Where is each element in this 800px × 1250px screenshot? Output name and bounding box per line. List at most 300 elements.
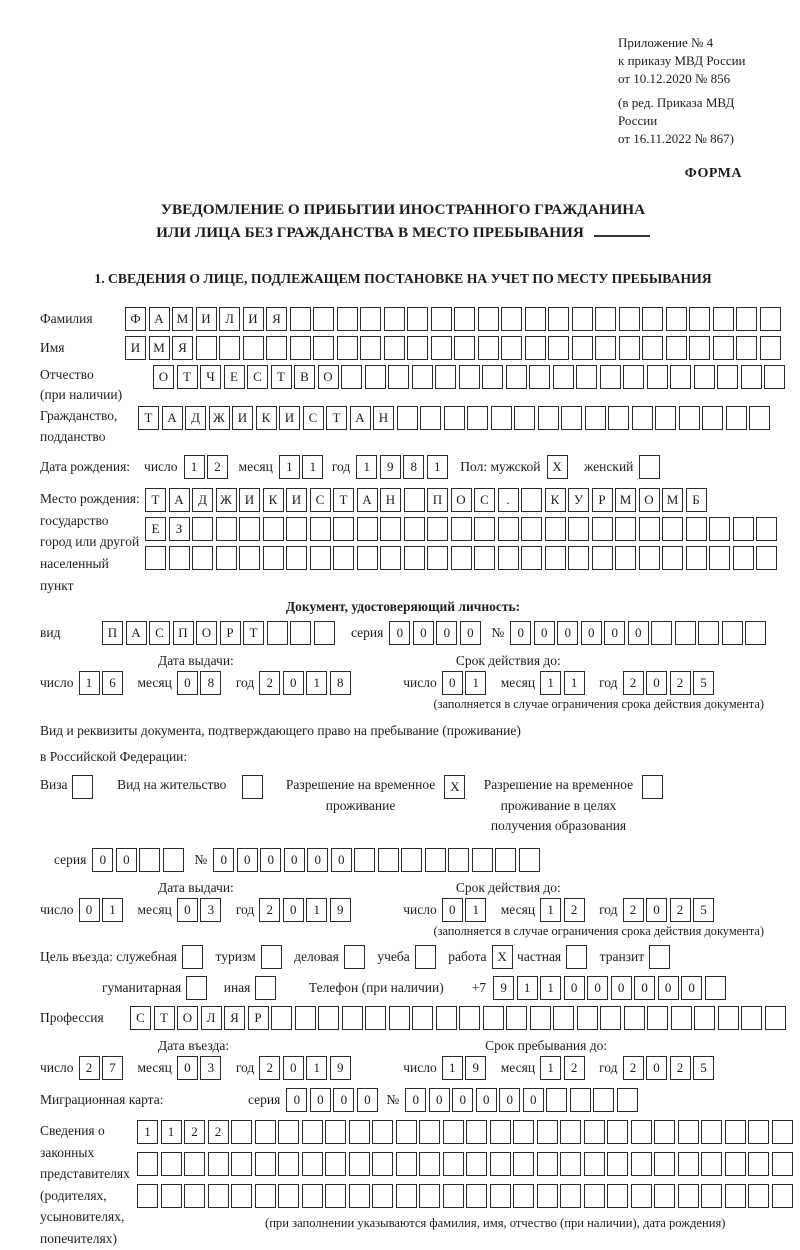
legal-rep-row1-input-8[interactable] bbox=[325, 1120, 346, 1144]
profession-input-4[interactable]: Я bbox=[224, 1006, 245, 1030]
mc-series-input[interactable] bbox=[286, 1088, 380, 1112]
entry-year-input-2[interactable]: 1 bbox=[306, 1056, 327, 1080]
citizenship-input-11[interactable] bbox=[397, 406, 418, 430]
surname-input-6[interactable]: Я bbox=[266, 307, 287, 331]
legal-rep-row3-input-14[interactable] bbox=[466, 1184, 487, 1208]
doc-kind-input-5[interactable]: Р bbox=[220, 621, 241, 645]
birth-place-row3-input-18[interactable] bbox=[568, 546, 589, 570]
phone-input-4[interactable]: 0 bbox=[587, 976, 608, 1000]
birth-place-row2-input-24[interactable] bbox=[709, 517, 730, 541]
name-input-20[interactable] bbox=[595, 336, 616, 360]
profession-input-16[interactable] bbox=[506, 1006, 527, 1030]
birth-month-input[interactable] bbox=[279, 455, 326, 479]
phone-input-1[interactable]: 1 bbox=[517, 976, 538, 1000]
mc-number-input-6[interactable] bbox=[546, 1088, 567, 1112]
legal-rep-row2-input-15[interactable] bbox=[490, 1152, 511, 1176]
res-issue-year-input-2[interactable]: 1 bbox=[306, 898, 327, 922]
entry-year-input[interactable] bbox=[259, 1056, 353, 1080]
res-number-input[interactable] bbox=[213, 848, 542, 872]
surname-input-1[interactable]: А bbox=[149, 307, 170, 331]
name-input-17[interactable] bbox=[525, 336, 546, 360]
birth-place-row3-input-9[interactable] bbox=[357, 546, 378, 570]
res-valid-day-input-0[interactable]: 0 bbox=[442, 898, 463, 922]
birth-place-row3-input-3[interactable] bbox=[216, 546, 237, 570]
name-input-10[interactable] bbox=[360, 336, 381, 360]
legal-rep-row3-input-9[interactable] bbox=[349, 1184, 370, 1208]
mc-number-input-0[interactable]: 0 bbox=[405, 1088, 426, 1112]
patronymic-input-23[interactable] bbox=[694, 365, 715, 389]
phone-input-8[interactable]: 0 bbox=[681, 976, 702, 1000]
res-number-input-8[interactable] bbox=[401, 848, 422, 872]
patronymic-input-14[interactable] bbox=[482, 365, 503, 389]
phone-input-5[interactable]: 0 bbox=[611, 976, 632, 1000]
legal-rep-row1-input-1[interactable]: 1 bbox=[161, 1120, 182, 1144]
citizenship-input-18[interactable] bbox=[561, 406, 582, 430]
res-issue-year-input-3[interactable]: 9 bbox=[330, 898, 351, 922]
legal-rep-row3-input-11[interactable] bbox=[396, 1184, 417, 1208]
birth-place-row1-input-1[interactable]: А bbox=[169, 488, 190, 512]
doc-issue-year-input-0[interactable]: 2 bbox=[259, 671, 280, 695]
citizenship-input[interactable] bbox=[138, 406, 773, 430]
res-number-input-11[interactable] bbox=[472, 848, 493, 872]
res-number-input-1[interactable]: 0 bbox=[237, 848, 258, 872]
legal-rep-row2-input-21[interactable] bbox=[631, 1152, 652, 1176]
name-input-4[interactable] bbox=[219, 336, 240, 360]
birth-place-row2-input-5[interactable] bbox=[263, 517, 284, 541]
res-issue-month-input[interactable] bbox=[177, 898, 224, 922]
legal-rep-row3-input-4[interactable] bbox=[231, 1184, 252, 1208]
res-valid-year-input-3[interactable]: 5 bbox=[693, 898, 714, 922]
phone-input-9[interactable] bbox=[705, 976, 726, 1000]
res-number-input-9[interactable] bbox=[425, 848, 446, 872]
citizenship-input-21[interactable] bbox=[632, 406, 653, 430]
surname-input-20[interactable] bbox=[595, 307, 616, 331]
legal-rep-row2-input-17[interactable] bbox=[537, 1152, 558, 1176]
visa-checkbox[interactable] bbox=[72, 775, 96, 799]
patronymic-input-4[interactable]: С bbox=[247, 365, 268, 389]
surname-input-21[interactable] bbox=[619, 307, 640, 331]
sex-male-checkbox-0[interactable]: X bbox=[547, 455, 568, 479]
doc-valid-day-input-1[interactable]: 1 bbox=[465, 671, 486, 695]
birth-place-row3-input-22[interactable] bbox=[662, 546, 683, 570]
phone-input-0[interactable]: 9 bbox=[493, 976, 514, 1000]
legal-rep-row2-input-19[interactable] bbox=[584, 1152, 605, 1176]
birth-day-input-0[interactable]: 1 bbox=[184, 455, 205, 479]
surname-input-4[interactable]: Л bbox=[219, 307, 240, 331]
citizenship-input-20[interactable] bbox=[608, 406, 629, 430]
birth-place-row1-input-0[interactable]: Т bbox=[145, 488, 166, 512]
doc-issue-year-input-1[interactable]: 0 bbox=[283, 671, 304, 695]
entry-month-input-1[interactable]: 3 bbox=[200, 1056, 221, 1080]
res-series-input-1[interactable]: 0 bbox=[116, 848, 137, 872]
mc-series-input-3[interactable]: 0 bbox=[357, 1088, 378, 1112]
profession-input-18[interactable] bbox=[553, 1006, 574, 1030]
res-issue-year-input-1[interactable]: 0 bbox=[283, 898, 304, 922]
doc-number-input-7[interactable] bbox=[675, 621, 696, 645]
birth-year-input-3[interactable]: 1 bbox=[427, 455, 448, 479]
res-number-input-12[interactable] bbox=[495, 848, 516, 872]
legal-rep-row1-input-18[interactable] bbox=[560, 1120, 581, 1144]
profession-input[interactable] bbox=[130, 1006, 788, 1030]
birth-place-row1-input-4[interactable]: И bbox=[239, 488, 260, 512]
profession-input-23[interactable] bbox=[671, 1006, 692, 1030]
patronymic-input-0[interactable]: О bbox=[153, 365, 174, 389]
birth-place-row3-input-17[interactable] bbox=[545, 546, 566, 570]
legal-rep-row1-input-2[interactable]: 2 bbox=[184, 1120, 205, 1144]
stay-year-input-1[interactable]: 0 bbox=[646, 1056, 667, 1080]
entry-month-input[interactable] bbox=[177, 1056, 224, 1080]
stay-year-input-2[interactable]: 2 bbox=[670, 1056, 691, 1080]
profession-input-24[interactable] bbox=[694, 1006, 715, 1030]
birth-month-input-0[interactable]: 1 bbox=[279, 455, 300, 479]
mc-number-input-9[interactable] bbox=[617, 1088, 638, 1112]
purpose-tourism-checkbox-0[interactable] bbox=[261, 945, 282, 969]
birth-place-row3-input-20[interactable] bbox=[615, 546, 636, 570]
mc-number-input-5[interactable]: 0 bbox=[523, 1088, 544, 1112]
surname-input-13[interactable] bbox=[431, 307, 452, 331]
citizenship-input-17[interactable] bbox=[538, 406, 559, 430]
res-series-input-3[interactable] bbox=[163, 848, 184, 872]
surname-input-3[interactable]: И bbox=[196, 307, 217, 331]
res-issue-year-input-0[interactable]: 2 bbox=[259, 898, 280, 922]
res-issue-month-input-1[interactable]: 3 bbox=[200, 898, 221, 922]
surname-input-11[interactable] bbox=[384, 307, 405, 331]
surname-input[interactable] bbox=[125, 307, 783, 331]
birth-place-row1-input-6[interactable]: И bbox=[286, 488, 307, 512]
surname-input-8[interactable] bbox=[313, 307, 334, 331]
phone-input-2[interactable]: 1 bbox=[540, 976, 561, 1000]
patronymic-input-9[interactable] bbox=[365, 365, 386, 389]
birth-place-row3-input-25[interactable] bbox=[733, 546, 754, 570]
birth-place-row3-input-4[interactable] bbox=[239, 546, 260, 570]
name-input-5[interactable] bbox=[243, 336, 264, 360]
birth-place-row1-input-8[interactable]: Т bbox=[333, 488, 354, 512]
res-valid-year-input[interactable] bbox=[623, 898, 717, 922]
name-input-9[interactable] bbox=[337, 336, 358, 360]
mc-number-input-3[interactable]: 0 bbox=[476, 1088, 497, 1112]
birth-place-row3-input-7[interactable] bbox=[310, 546, 331, 570]
patronymic-input-25[interactable] bbox=[741, 365, 762, 389]
doc-issue-month-input-0[interactable]: 0 bbox=[177, 671, 198, 695]
citizenship-input-7[interactable]: С bbox=[303, 406, 324, 430]
purpose-private-checkbox-0[interactable] bbox=[566, 945, 587, 969]
name-input-18[interactable] bbox=[548, 336, 569, 360]
res-valid-day-input-1[interactable]: 1 bbox=[465, 898, 486, 922]
purpose-business-checkbox-0[interactable] bbox=[344, 945, 365, 969]
purpose-study-checkbox[interactable] bbox=[415, 945, 439, 969]
birth-place-row2-input-12[interactable] bbox=[427, 517, 448, 541]
mc-number-input-4[interactable]: 0 bbox=[499, 1088, 520, 1112]
res-issue-year-input[interactable] bbox=[259, 898, 353, 922]
legal-rep-row1-input-5[interactable] bbox=[255, 1120, 276, 1144]
name-input-14[interactable] bbox=[454, 336, 475, 360]
legal-rep-row3-input-26[interactable] bbox=[748, 1184, 769, 1208]
purpose-business-checkbox[interactable] bbox=[344, 945, 368, 969]
birth-place-row3-input-13[interactable] bbox=[451, 546, 472, 570]
birth-place-row1-input-9[interactable]: А bbox=[357, 488, 378, 512]
legal-rep-row3-input-13[interactable] bbox=[443, 1184, 464, 1208]
legal-rep-row2-input-18[interactable] bbox=[560, 1152, 581, 1176]
phone-input-6[interactable]: 0 bbox=[634, 976, 655, 1000]
patronymic-input-8[interactable] bbox=[341, 365, 362, 389]
residence-permit-checkbox-0[interactable] bbox=[242, 775, 263, 799]
profession-input-8[interactable] bbox=[318, 1006, 339, 1030]
citizenship-input-4[interactable]: И bbox=[232, 406, 253, 430]
residence-permit-checkbox[interactable] bbox=[242, 775, 266, 799]
profession-input-26[interactable] bbox=[741, 1006, 762, 1030]
profession-input-20[interactable] bbox=[600, 1006, 621, 1030]
phone-input-3[interactable]: 0 bbox=[564, 976, 585, 1000]
mc-number-input-8[interactable] bbox=[593, 1088, 614, 1112]
stay-year-input[interactable] bbox=[623, 1056, 717, 1080]
entry-day-input-0[interactable]: 2 bbox=[79, 1056, 100, 1080]
name-input-2[interactable]: Я bbox=[172, 336, 193, 360]
birth-place-row3-input-11[interactable] bbox=[404, 546, 425, 570]
birth-place-row1-input-5[interactable]: К bbox=[263, 488, 284, 512]
legal-rep-row1-input-20[interactable] bbox=[607, 1120, 628, 1144]
surname-input-24[interactable] bbox=[689, 307, 710, 331]
doc-issue-year-input-3[interactable]: 8 bbox=[330, 671, 351, 695]
birth-place-row3-input-10[interactable] bbox=[380, 546, 401, 570]
res-issue-day-input-1[interactable]: 1 bbox=[102, 898, 123, 922]
birth-year-input-1[interactable]: 9 bbox=[380, 455, 401, 479]
surname-input-26[interactable] bbox=[736, 307, 757, 331]
legal-rep-row1-input[interactable] bbox=[137, 1120, 795, 1144]
name-input-3[interactable] bbox=[196, 336, 217, 360]
patronymic-input-2[interactable]: Ч bbox=[200, 365, 221, 389]
entry-year-input-1[interactable]: 0 bbox=[283, 1056, 304, 1080]
legal-rep-row2-input-27[interactable] bbox=[772, 1152, 793, 1176]
legal-rep-row3-input-24[interactable] bbox=[701, 1184, 722, 1208]
patronymic-input-13[interactable] bbox=[459, 365, 480, 389]
surname-input-0[interactable]: Ф bbox=[125, 307, 146, 331]
legal-rep-row3-input-17[interactable] bbox=[537, 1184, 558, 1208]
res-issue-day-input-0[interactable]: 0 bbox=[79, 898, 100, 922]
birth-place-row1-input-23[interactable]: Б bbox=[686, 488, 707, 512]
doc-number-input-1[interactable]: 0 bbox=[534, 621, 555, 645]
entry-day-input-1[interactable]: 7 bbox=[102, 1056, 123, 1080]
legal-rep-row3-input[interactable] bbox=[137, 1184, 795, 1208]
res-series-input-2[interactable] bbox=[139, 848, 160, 872]
stay-year-input-0[interactable]: 2 bbox=[623, 1056, 644, 1080]
birth-place-row1-input-21[interactable]: О bbox=[639, 488, 660, 512]
doc-kind-input-9[interactable] bbox=[314, 621, 335, 645]
birth-place-row2-input-10[interactable] bbox=[380, 517, 401, 541]
name-input-26[interactable] bbox=[736, 336, 757, 360]
stay-year-input-3[interactable]: 5 bbox=[693, 1056, 714, 1080]
doc-number-input-5[interactable]: 0 bbox=[628, 621, 649, 645]
legal-rep-row2-input-7[interactable] bbox=[302, 1152, 323, 1176]
patronymic-input-21[interactable] bbox=[647, 365, 668, 389]
citizenship-input-1[interactable]: А bbox=[162, 406, 183, 430]
legal-rep-row2-input-22[interactable] bbox=[654, 1152, 675, 1176]
res-number-input-7[interactable] bbox=[378, 848, 399, 872]
citizenship-input-6[interactable]: И bbox=[279, 406, 300, 430]
doc-series-input-3[interactable]: 0 bbox=[460, 621, 481, 645]
mc-number-input[interactable] bbox=[405, 1088, 640, 1112]
name-input-27[interactable] bbox=[760, 336, 781, 360]
surname-input-16[interactable] bbox=[501, 307, 522, 331]
birth-place-row2-input-4[interactable] bbox=[239, 517, 260, 541]
legal-rep-row1-input-17[interactable] bbox=[537, 1120, 558, 1144]
entry-month-input-0[interactable]: 0 bbox=[177, 1056, 198, 1080]
legal-rep-row3-input-27[interactable] bbox=[772, 1184, 793, 1208]
birth-place-row2-input-19[interactable] bbox=[592, 517, 613, 541]
doc-number-input-8[interactable] bbox=[698, 621, 719, 645]
birth-place-row2-input-6[interactable] bbox=[286, 517, 307, 541]
birth-place-row2-input-8[interactable] bbox=[333, 517, 354, 541]
birth-place-row2-input-20[interactable] bbox=[615, 517, 636, 541]
birth-year-input-0[interactable]: 1 bbox=[356, 455, 377, 479]
legal-rep-row1-input-13[interactable] bbox=[443, 1120, 464, 1144]
purpose-private-checkbox[interactable] bbox=[566, 945, 590, 969]
name-input-7[interactable] bbox=[290, 336, 311, 360]
mc-series-input-1[interactable]: 0 bbox=[310, 1088, 331, 1112]
legal-rep-row3-input-21[interactable] bbox=[631, 1184, 652, 1208]
legal-rep-row3-input-0[interactable] bbox=[137, 1184, 158, 1208]
entry-year-input-0[interactable]: 2 bbox=[259, 1056, 280, 1080]
name-input-16[interactable] bbox=[501, 336, 522, 360]
legal-rep-row2-input-23[interactable] bbox=[678, 1152, 699, 1176]
name-input-8[interactable] bbox=[313, 336, 334, 360]
profession-input-1[interactable]: Т bbox=[154, 1006, 175, 1030]
birth-place-row3-input-26[interactable] bbox=[756, 546, 777, 570]
patronymic-input-26[interactable] bbox=[764, 365, 785, 389]
birth-place-row2-input-21[interactable] bbox=[639, 517, 660, 541]
doc-series-input-1[interactable]: 0 bbox=[413, 621, 434, 645]
birth-place-row3-input[interactable] bbox=[145, 546, 780, 570]
legal-rep-row3-input-25[interactable] bbox=[725, 1184, 746, 1208]
birth-place-row2-input-7[interactable] bbox=[310, 517, 331, 541]
birth-place-row1-input-3[interactable]: Ж bbox=[216, 488, 237, 512]
res-valid-day-input[interactable] bbox=[442, 898, 489, 922]
legal-rep-row1-input-7[interactable] bbox=[302, 1120, 323, 1144]
legal-rep-row1-input-6[interactable] bbox=[278, 1120, 299, 1144]
citizenship-input-0[interactable]: Т bbox=[138, 406, 159, 430]
doc-number-input-0[interactable]: 0 bbox=[510, 621, 531, 645]
doc-number-input-10[interactable] bbox=[745, 621, 766, 645]
res-valid-year-input-2[interactable]: 2 bbox=[670, 898, 691, 922]
birth-place-row3-input-23[interactable] bbox=[686, 546, 707, 570]
birth-place-row1-input-19[interactable]: Р bbox=[592, 488, 613, 512]
legal-rep-row3-input-8[interactable] bbox=[325, 1184, 346, 1208]
birth-place-row1-input-22[interactable]: М bbox=[662, 488, 683, 512]
birth-place-row2-input[interactable] bbox=[145, 517, 780, 541]
legal-rep-row1-input-15[interactable] bbox=[490, 1120, 511, 1144]
doc-valid-day-input-0[interactable]: 0 bbox=[442, 671, 463, 695]
purpose-other-checkbox-0[interactable] bbox=[255, 976, 276, 1000]
surname-input-25[interactable] bbox=[713, 307, 734, 331]
legal-rep-row3-input-5[interactable] bbox=[255, 1184, 276, 1208]
patronymic-input-24[interactable] bbox=[717, 365, 738, 389]
birth-place-row2-input-9[interactable] bbox=[357, 517, 378, 541]
birth-place-row1-input-14[interactable]: С bbox=[474, 488, 495, 512]
doc-kind-input-2[interactable]: С bbox=[149, 621, 170, 645]
name-input-13[interactable] bbox=[431, 336, 452, 360]
legal-rep-row1-input-27[interactable] bbox=[772, 1120, 793, 1144]
legal-rep-row3-input-22[interactable] bbox=[654, 1184, 675, 1208]
patronymic-input-7[interactable]: О bbox=[318, 365, 339, 389]
birth-place-row2-input-16[interactable] bbox=[521, 517, 542, 541]
patronymic-input-18[interactable] bbox=[576, 365, 597, 389]
birth-place-row2-input-0[interactable]: Е bbox=[145, 517, 166, 541]
purpose-humanitarian-checkbox[interactable] bbox=[186, 976, 210, 1000]
birth-place-row1-input-12[interactable]: П bbox=[427, 488, 448, 512]
res-number-input-5[interactable]: 0 bbox=[331, 848, 352, 872]
birth-place-row2-input-14[interactable] bbox=[474, 517, 495, 541]
birth-day-input-1[interactable]: 2 bbox=[207, 455, 228, 479]
doc-number-input-9[interactable] bbox=[722, 621, 743, 645]
birth-place-row2-input-26[interactable] bbox=[756, 517, 777, 541]
birth-year-input-2[interactable]: 8 bbox=[403, 455, 424, 479]
rvp-checkbox-0[interactable]: X bbox=[444, 775, 465, 799]
doc-valid-year-input-0[interactable]: 2 bbox=[623, 671, 644, 695]
profession-input-15[interactable] bbox=[483, 1006, 504, 1030]
citizenship-input-3[interactable]: Ж bbox=[209, 406, 230, 430]
profession-input-10[interactable] bbox=[365, 1006, 386, 1030]
citizenship-input-25[interactable] bbox=[726, 406, 747, 430]
legal-rep-row2-input-10[interactable] bbox=[372, 1152, 393, 1176]
doc-valid-year-input-2[interactable]: 2 bbox=[670, 671, 691, 695]
name-input-19[interactable] bbox=[572, 336, 593, 360]
profession-input-25[interactable] bbox=[718, 1006, 739, 1030]
doc-kind-input-0[interactable]: П bbox=[102, 621, 123, 645]
profession-input-3[interactable]: Л bbox=[201, 1006, 222, 1030]
stay-day-input-0[interactable]: 1 bbox=[442, 1056, 463, 1080]
birth-place-row2-input-23[interactable] bbox=[686, 517, 707, 541]
legal-rep-row1-input-10[interactable] bbox=[372, 1120, 393, 1144]
birth-place-row1-input-15[interactable]: . bbox=[498, 488, 519, 512]
mc-series-input-0[interactable]: 0 bbox=[286, 1088, 307, 1112]
birth-place-row3-input-15[interactable] bbox=[498, 546, 519, 570]
entry-day-input[interactable] bbox=[79, 1056, 126, 1080]
purpose-official-checkbox[interactable] bbox=[182, 945, 206, 969]
sex-female-checkbox[interactable] bbox=[639, 455, 663, 479]
patronymic-input-5[interactable]: Т bbox=[271, 365, 292, 389]
birth-place-row1-input-16[interactable] bbox=[521, 488, 542, 512]
mc-series-input-2[interactable]: 0 bbox=[333, 1088, 354, 1112]
purpose-study-checkbox-0[interactable] bbox=[415, 945, 436, 969]
birth-place-row2-input-18[interactable] bbox=[568, 517, 589, 541]
legal-rep-row1-input-26[interactable] bbox=[748, 1120, 769, 1144]
doc-valid-month-input[interactable] bbox=[540, 671, 587, 695]
doc-issue-day-input[interactable] bbox=[79, 671, 126, 695]
doc-issue-year-input-2[interactable]: 1 bbox=[306, 671, 327, 695]
birth-place-row1-input-7[interactable]: С bbox=[310, 488, 331, 512]
profession-input-2[interactable]: О bbox=[177, 1006, 198, 1030]
birth-place-row2-input-15[interactable] bbox=[498, 517, 519, 541]
purpose-work-checkbox[interactable] bbox=[492, 945, 516, 969]
birth-place-row2-input-25[interactable] bbox=[733, 517, 754, 541]
birth-place-row3-input-5[interactable] bbox=[263, 546, 284, 570]
legal-rep-row2-input-1[interactable] bbox=[161, 1152, 182, 1176]
birth-place-row1-input-11[interactable] bbox=[404, 488, 425, 512]
doc-kind-input-7[interactable] bbox=[267, 621, 288, 645]
doc-kind-input-6[interactable]: Т bbox=[243, 621, 264, 645]
doc-series-input-0[interactable]: 0 bbox=[389, 621, 410, 645]
citizenship-input-13[interactable] bbox=[444, 406, 465, 430]
surname-input-5[interactable]: И bbox=[243, 307, 264, 331]
doc-issue-year-input[interactable] bbox=[259, 671, 353, 695]
doc-number-input-3[interactable]: 0 bbox=[581, 621, 602, 645]
birth-place-row3-input-21[interactable] bbox=[639, 546, 660, 570]
doc-valid-year-input[interactable] bbox=[623, 671, 717, 695]
doc-number-input-4[interactable]: 0 bbox=[604, 621, 625, 645]
surname-input-9[interactable] bbox=[337, 307, 358, 331]
legal-rep-row2-input-2[interactable] bbox=[184, 1152, 205, 1176]
legal-rep-row2-input-16[interactable] bbox=[513, 1152, 534, 1176]
profession-input-19[interactable] bbox=[577, 1006, 598, 1030]
